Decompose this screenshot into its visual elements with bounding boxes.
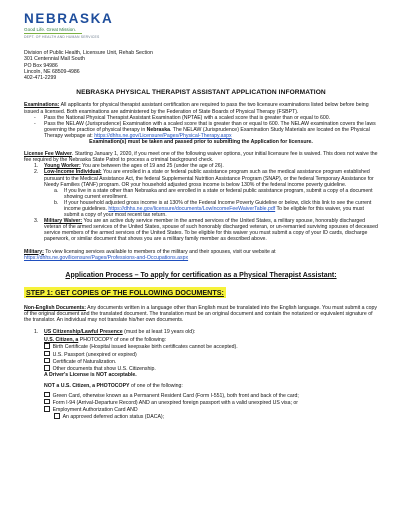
fee-waiver-text: . Starting January 1, 2020, if you meet one of the following waiver options, your initial licensure fee is waived. This does not waive the fee required by the Nebraska State Patrol to process a criminal background check. bbox=[24, 151, 378, 164]
waiver-item: 3. Military Waiver: You are an active duty service member in the armed services of the United States, a military spouse, honorably discharged veteran of the armed services of the United States, spouse of such honorably discharged veteran, or un-remarried surviving spouses of deceased service members of the armed services of the United States. To be eligible for this waiver you must submit a copy of your ID cards, discharge paperwork, or similar document that shows you are a military family member as described above. bbox=[34, 218, 378, 243]
military-waiver-text: You are an active duty service member in the armed services of the United States, a military spouse, honorably discharged veteran of the armed services of the United States, spouse of such honorably discharged veteran, or un-remarried surviving spouses of deceased service members of the armed services of the United States. To be eligible for this waiver you must submit a copy of your ID cards, discharge paperwork, or similar document that shows you are a military family member as described above. bbox=[44, 218, 378, 243]
citizenship-heading: US Citizenship/Lawful Presence bbox=[44, 329, 123, 336]
checkbox-icon[interactable] bbox=[44, 392, 50, 398]
us-citizen-label: U.S. Citizen, a bbox=[44, 337, 79, 344]
military-label: Military: bbox=[24, 248, 44, 255]
address-phone: 402-471-2299 bbox=[24, 75, 57, 82]
citizenship-heading-row bbox=[24, 329, 378, 335]
address-line: PO Box 94986 bbox=[24, 62, 58, 69]
logo-divider bbox=[24, 33, 82, 34]
application-process-heading: Application Process – To apply for certification as a Physical Therapist Assistant: bbox=[65, 271, 337, 279]
mailing-address bbox=[24, 50, 378, 81]
low-income-text: You are enrolled in a state or federal public assistance program such as the medical assistance program established pursuant to the Medical Assistance Act, the federal Supplemental Nutrition Assistance Program (SNAP), or the federal Temporary Assistance for Needy Families (TANF) program. OR your household adjusted gross income is below 130% of the federal income poverty guideline. bbox=[44, 169, 374, 188]
checkbox-icon[interactable] bbox=[44, 365, 50, 371]
us-doc-item: Certificate of Naturalization. bbox=[52, 359, 117, 365]
fee-waiver-label: License Fee Waiver bbox=[24, 151, 72, 158]
address-line: Lincoln, NE 68509-4986 bbox=[24, 68, 80, 75]
exam-item-text-cont: . The NELAW (Jurisprudence) Examination Study Materials are located on the Physical Therapy webpage at: bbox=[44, 126, 370, 139]
logo-tagline: Good Life. Great Mission. bbox=[24, 27, 77, 32]
checkbox-icon[interactable] bbox=[44, 399, 50, 405]
military-text: To view licensing services available to members of the military and their spouses, visit our website at bbox=[43, 248, 276, 255]
examinations-note: Examination(s) must be taken and passed prior to submitting the Application for licensure. bbox=[89, 139, 313, 146]
non-citizen-doc-item: Employment Authorization Card AND bbox=[52, 407, 138, 414]
exam-item: - Pass the NELAW (Jurisprudence) Examination with a scaled score that is greater than or equal to 600. The NELAW examination covers the laws governing the practice of physical therapy in Nebraska. The NELAW (Jurisprudence) Examination Study Materials are located on the Physical Therapy webpage at: https://dhhs.ne.gov/Licensure/Pages/Physical-Therapy.aspx bbox=[34, 120, 376, 139]
examinations-text: All applicants for physical therapist assistant certification are required to pass the two licensure examinations listed below before being issued a licensed. Both examinations are administered by the Federation of State Boards of Physical Therapy (FSBPT). bbox=[24, 102, 369, 115]
non-citizen-sub-item: An approved deferred action status (DACA); bbox=[62, 414, 165, 421]
checkbox-icon[interactable] bbox=[44, 343, 50, 349]
fee-waiver-section bbox=[24, 151, 378, 242]
step-1-heading: STEP 1: GET COPIES OF THE FOLLOWING DOCUMENTS: bbox=[26, 287, 224, 297]
income-guidelines-link[interactable]: https://dhhs.ne.gov/licensure/documents/LowIncomeFeeWaiverTable.pdf bbox=[108, 205, 276, 212]
citizenship-section bbox=[24, 329, 378, 421]
physical-therapy-webpage-link[interactable]: https://dhhs.ne.gov/Licensure/Pages/Physical-Therapy.aspx bbox=[94, 132, 232, 139]
address-line: Division of Public Health, Licensure Unit, Rehab Section bbox=[24, 50, 153, 56]
page-title: NEBRASKA PHYSICAL THERAPIST ASSISTANT APPLICATION INFORMATION bbox=[76, 89, 326, 97]
us-doc-item: U.S. Passport (unexpired or expired) bbox=[52, 351, 137, 358]
exam-item-text: Pass the NELAW (Jurisprudence) Examination with a scaled score that is greater than or equal to 600. The NELAW examination covers the laws governing the practice of physical therapy in bbox=[44, 120, 376, 133]
young-worker-label: Young Worker: bbox=[44, 163, 81, 170]
us-citizen-tail: PHOTOCOPY of one of the following: bbox=[78, 337, 167, 344]
citizenship-heading-tail: (must be at least 19 years old): bbox=[122, 329, 196, 336]
low-income-subitem-b: If your household adjusted gross income is at 130% of the Federal Income Poverty Guideline or below, click this link to see the current income guidelines. bbox=[64, 199, 372, 212]
waiver-item: 2. Low-Income Individual: You are enrolled in a state or federal public assistance program such as the medical assistance program established pursuant to the Medical Assistance Act, the federal Supplemental Nutrition Assistance Program (SNAP), or the federal Temporary Assistance for Needy Families (TANF) program. OR your household adjusted gross income is below 130% of the federal income poverty guideline. bbox=[34, 169, 374, 188]
waiver-subitem: a. If you live in a state other than Nebraska and are enrolled in a state or federal public assistance program, submit a copy of a document showing current enrollment. bbox=[24, 188, 378, 200]
checkbox-icon[interactable] bbox=[54, 413, 60, 419]
us-doc-item: Birth Certificate (Hospital issued keepsake birth certificates cannot be accepted). bbox=[52, 344, 238, 351]
low-income-label: Low-Income Individual: bbox=[44, 169, 102, 176]
exam-item-state: Nebraska bbox=[146, 126, 171, 133]
non-english-text: Any documents written in a language other than English must be translated into the English language. You must submit a copy of the original document and the translated document. The translation must be an original document and contain the notarized or equivalent signature of the translator. An individual may not translate his/her own documents. bbox=[24, 304, 377, 323]
checkbox-icon[interactable] bbox=[44, 358, 50, 364]
checkbox-icon[interactable] bbox=[44, 406, 50, 412]
examinations-label: Examinations: bbox=[24, 102, 60, 109]
logo-name: NEBRASKA bbox=[24, 11, 114, 26]
non-english-section bbox=[24, 305, 378, 323]
exam-item: - Pass the National Physical Therapist Assistant Examination (NPTAE) with a scaled score that is greater than or equal to 600. bbox=[34, 114, 331, 121]
waiver-subitem: b. If your household adjusted gross income is at 130% of the Federal Income Poverty Guideline or below, click this link to see the current income guidelines. https://dhhs.ne.gov/licensure/documents/LowIncomeFeeWaiverTable.pdf To be eligible for this waiver, you must submit a copy of your most recent tax return. bbox=[54, 199, 372, 219]
military-waiver-label: Military Waiver: bbox=[44, 218, 83, 225]
nebraska-dhhs-logo bbox=[24, 12, 378, 39]
citizenship-number: 1. bbox=[34, 329, 39, 336]
military-services-link[interactable]: https://dhhs.ne.gov/licensure/Pages/Professions-and-Occupations.aspx bbox=[24, 254, 189, 261]
logo-department: DEPT. OF HEALTH AND HUMAN SERVICES bbox=[24, 35, 100, 39]
military-section bbox=[24, 249, 378, 261]
low-income-subitem-b-cont: To be eligible for this waiver, you must submit a copy of your most recent tax return. bbox=[64, 205, 364, 219]
non-citizen-doc-item: Green Card, otherwise known as a Permanent Resident Card (Form I-551), both front and back of the card; bbox=[52, 392, 299, 399]
examinations-section bbox=[24, 102, 378, 145]
non-citizen-doc-item: Form I-94 (Arrival-Departure Record) AND an unexpired foreign passport with a valid unexpired US visa; or bbox=[52, 400, 298, 407]
low-income-subitem-a: If you live in a state other than Nebraska and are enrolled in a state or federal public assistance program, submit a copy of a document showing current enrollment. bbox=[64, 187, 373, 200]
non-citizen-tail: of one of the following: bbox=[129, 383, 183, 390]
checkbox-icon[interactable] bbox=[44, 351, 50, 357]
exam-item-text: Pass the National Physical Therapist Assistant Examination (NPTAE) with a scaled score that is greater than or equal to 600. bbox=[44, 114, 331, 121]
young-worker-text: You are between the ages of 19 and 25 (under the age of 26). bbox=[80, 163, 224, 170]
non-english-label: Non-English Documents: bbox=[24, 304, 86, 311]
non-citizen-label: NOT a U.S. Citizen, a PHOTOCOPY bbox=[44, 383, 130, 390]
drivers-license-note: A Driver's License is NOT acceptable. bbox=[44, 372, 137, 379]
address-line: 301 Centennial Mall South bbox=[24, 56, 85, 63]
us-doc-item: Other documents that show U.S. Citizenship. bbox=[52, 366, 156, 373]
waiver-item: 1. Young Worker: You are between the ages of 19 and 25 (under the age of 26). bbox=[34, 163, 224, 170]
